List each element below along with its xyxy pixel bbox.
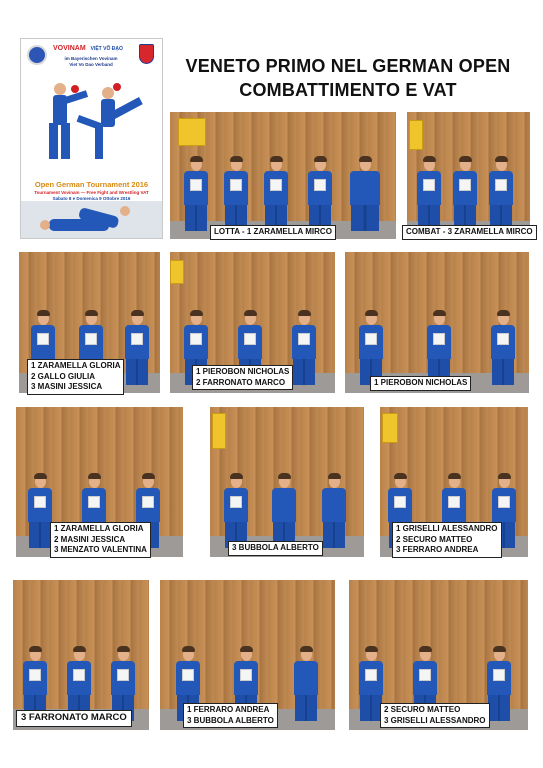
caption-photo-8: 1 GRISELLI ALESSANDRO 2 SECURO MATTEO 3 FERRARO ANDREA (392, 522, 502, 558)
caption-photo-4: 1 PIEROBON NICHOLAS 2 FARRONATO MARCO (192, 365, 293, 390)
photo-combat-podium (407, 112, 530, 239)
event-poster (20, 38, 163, 239)
page-title-line2: COMBATTIMENTO E VAT (239, 80, 457, 100)
caption-photo-3: 1 ZARAMELLA GLORIA 2 GALLO GIULIA 3 MASINI JESSICA (27, 359, 124, 395)
poster-event-line1: Tournament Vovinam — Free Fight and Wrestling VAT (34, 190, 149, 195)
poster-brand-left: VOVINAM (53, 45, 86, 52)
caption-photo-5: 1 PIEROBON NICHOLAS (370, 376, 471, 391)
photo-men-podium-3 (210, 407, 364, 557)
caption-photo-7: 3 BUBBOLA ALBERTO (228, 541, 323, 556)
page-title-line1: VENETO PRIMO NEL GERMAN OPEN (185, 56, 511, 76)
photo-lotta-podium (170, 112, 396, 239)
poster-event-line2: Sabato 8 e Domenica 9 Ottobre 2016 (52, 196, 131, 201)
poster-subtitle-2: Viet Vo Dao Verband (69, 62, 113, 67)
photo-men-podium-2 (345, 252, 529, 393)
caption-photo-9: 3 FARRONATO MARCO (16, 710, 132, 727)
poster-event-title: Open German Tournament 2016 (34, 180, 149, 189)
poster-subtitle-1: im Bayerischen Vovinam (64, 56, 118, 61)
poster-mat (21, 201, 162, 239)
caption-photo-1: LOTTA - 1 ZARAMELLA MIRCO (210, 225, 336, 240)
caption-photo-2: COMBAT - 3 ZARAMELLA MIRCO (402, 225, 537, 240)
caption-photo-11: 2 SECURO MATTEO 3 GRISELLI ALESSANDRO (380, 703, 490, 728)
poster-brand-right: VIỆT VÕ ĐẠO (90, 46, 123, 52)
photo-men-podium-5 (13, 580, 149, 730)
shield-logo-icon (139, 44, 154, 64)
caption-photo-10: 1 FERRARO ANDREA 3 BUBBOLA ALBERTO (183, 703, 278, 728)
vovinam-logo-icon (27, 45, 47, 65)
fighters-illustration-icon (35, 75, 151, 171)
caption-photo-6: 1 ZARAMELLA GLORIA 2 MASINI JESSICA 3 MENZATO VALENTINA (50, 522, 151, 558)
